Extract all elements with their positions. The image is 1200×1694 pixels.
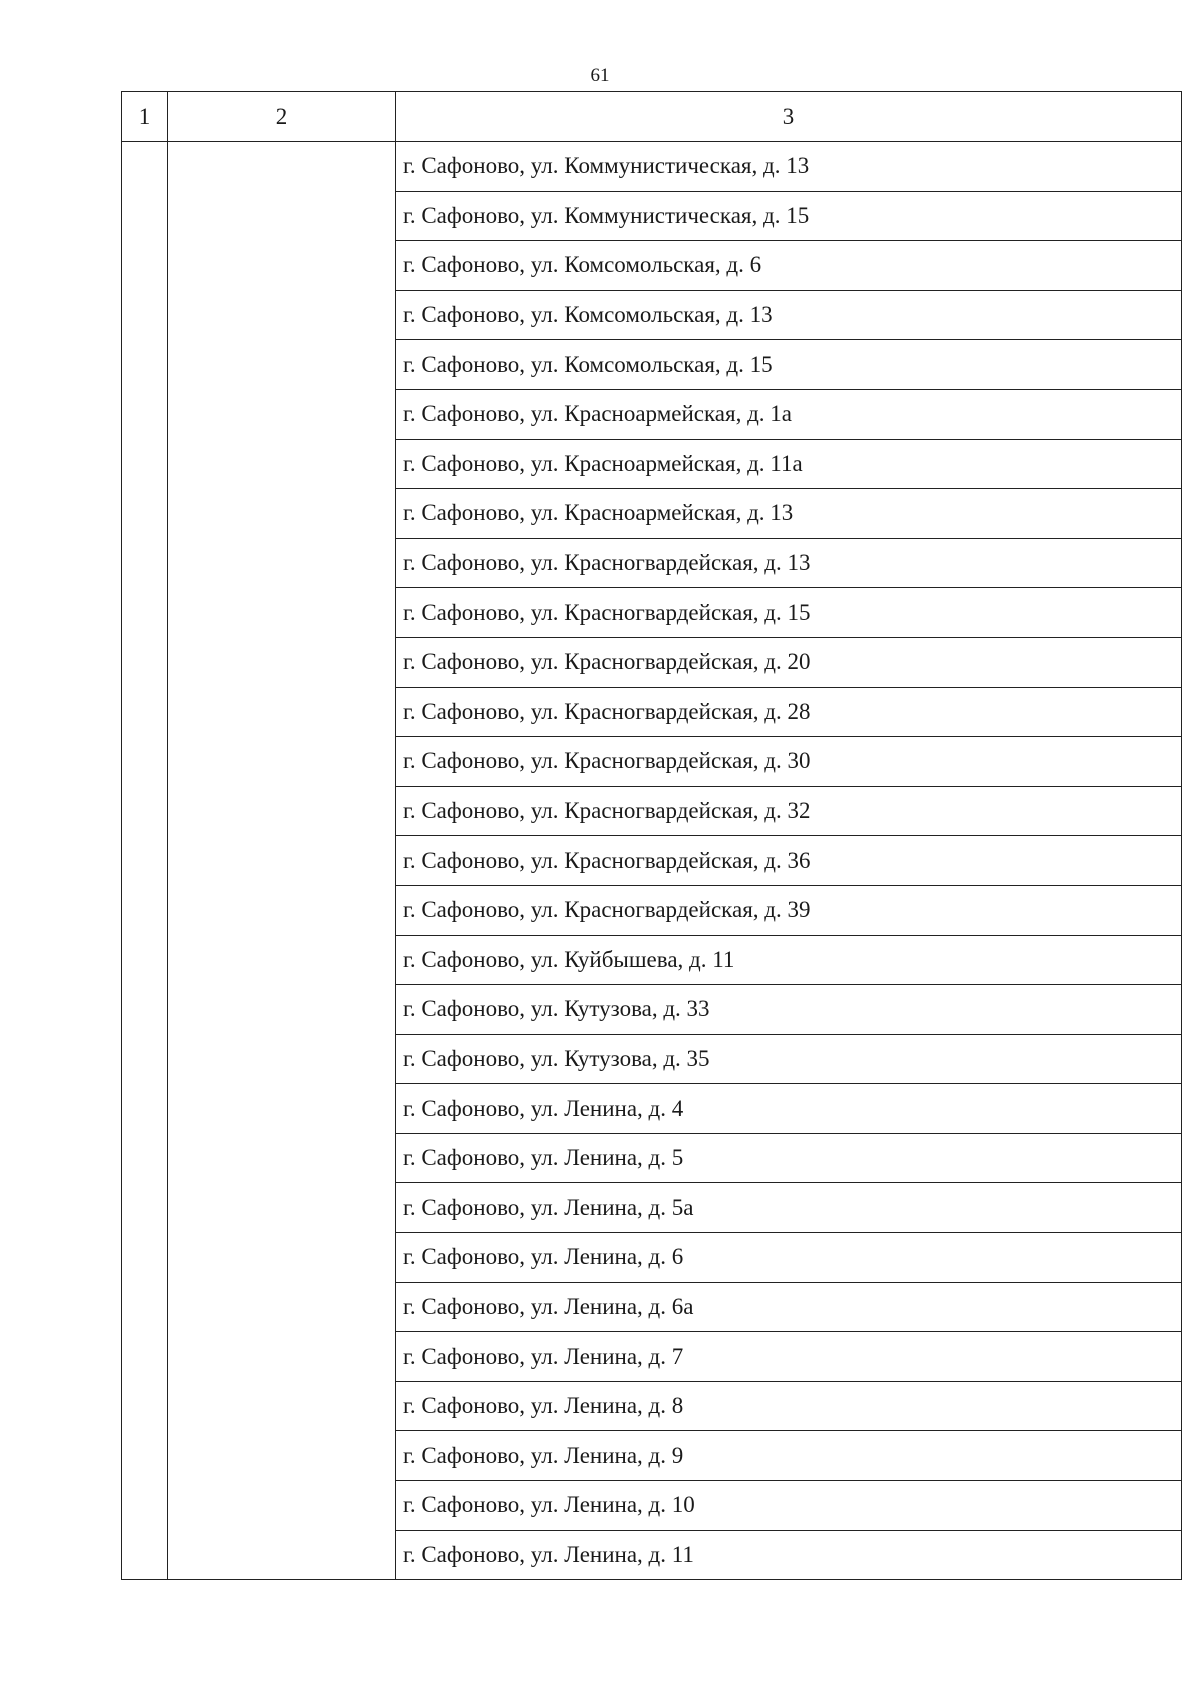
address-cell: г. Сафоново, ул. Ленина, д. 6	[396, 1233, 1182, 1283]
address-cell: г. Сафоново, ул. Куйбышева, д. 11	[396, 935, 1182, 985]
address-cell: г. Сафоново, ул. Ленина, д. 11	[396, 1530, 1182, 1580]
address-cell: г. Сафоново, ул. Ленина, д. 4	[396, 1084, 1182, 1134]
address-cell: г. Сафоново, ул. Красноармейская, д. 11а	[396, 439, 1182, 489]
table-body	[122, 142, 1182, 1580]
address-cell: г. Сафоново, ул. Коммунистическая, д. 15	[396, 191, 1182, 241]
address-cell: г. Сафоново, ул. Ленина, д. 6а	[396, 1282, 1182, 1332]
address-cell: г. Сафоново, ул. Ленина, д. 5а	[396, 1183, 1182, 1233]
table-header-row	[122, 92, 1182, 142]
column-1-cell	[122, 142, 168, 1580]
address-cell: г. Сафоново, ул. Ленина, д. 5	[396, 1133, 1182, 1183]
table-row	[122, 142, 1182, 192]
address-cell: г. Сафоново, ул. Комсомольская, д. 6	[396, 241, 1182, 291]
address-cell: г. Сафоново, ул. Красногвардейская, д. 28	[396, 687, 1182, 737]
address-cell: г. Сафоново, ул. Комсомольская, д. 13	[396, 290, 1182, 340]
address-cell: г. Сафоново, ул. Кутузова, д. 33	[396, 985, 1182, 1035]
address-cell: г. Сафоново, ул. Ленина, д. 8	[396, 1381, 1182, 1431]
address-cell: г. Сафоново, ул. Ленина, д. 9	[396, 1431, 1182, 1481]
address-cell: г. Сафоново, ул. Красногвардейская, д. 39	[396, 885, 1182, 935]
address-cell: г. Сафоново, ул. Красногвардейская, д. 15	[396, 588, 1182, 638]
column-2-cell	[168, 142, 396, 1580]
address-cell: г. Сафоново, ул. Красногвардейская, д. 32	[396, 786, 1182, 836]
address-cell: г. Сафоново, ул. Красногвардейская, д. 13	[396, 538, 1182, 588]
address-table	[121, 91, 1182, 1580]
column-header-2: 2	[168, 92, 396, 142]
address-cell: г. Сафоново, ул. Ленина, д. 7	[396, 1332, 1182, 1382]
address-cell: г. Сафоново, ул. Коммунистическая, д. 13	[396, 142, 1182, 192]
address-cell: г. Сафоново, ул. Красногвардейская, д. 20	[396, 637, 1182, 687]
address-cell: г. Сафоново, ул. Красноармейская, д. 13	[396, 489, 1182, 539]
address-cell: г. Сафоново, ул. Комсомольская, д. 15	[396, 340, 1182, 390]
address-cell: г. Сафоново, ул. Красногвардейская, д. 30	[396, 737, 1182, 787]
column-header-3: 3	[396, 92, 1182, 142]
address-cell: г. Сафоново, ул. Ленина, д. 10	[396, 1481, 1182, 1531]
column-header-1: 1	[122, 92, 168, 142]
page-number: 61	[590, 65, 610, 86]
address-cell: г. Сафоново, ул. Кутузова, д. 35	[396, 1034, 1182, 1084]
address-cell: г. Сафоново, ул. Красногвардейская, д. 36	[396, 836, 1182, 886]
address-cell: г. Сафоново, ул. Красноармейская, д. 1а	[396, 389, 1182, 439]
